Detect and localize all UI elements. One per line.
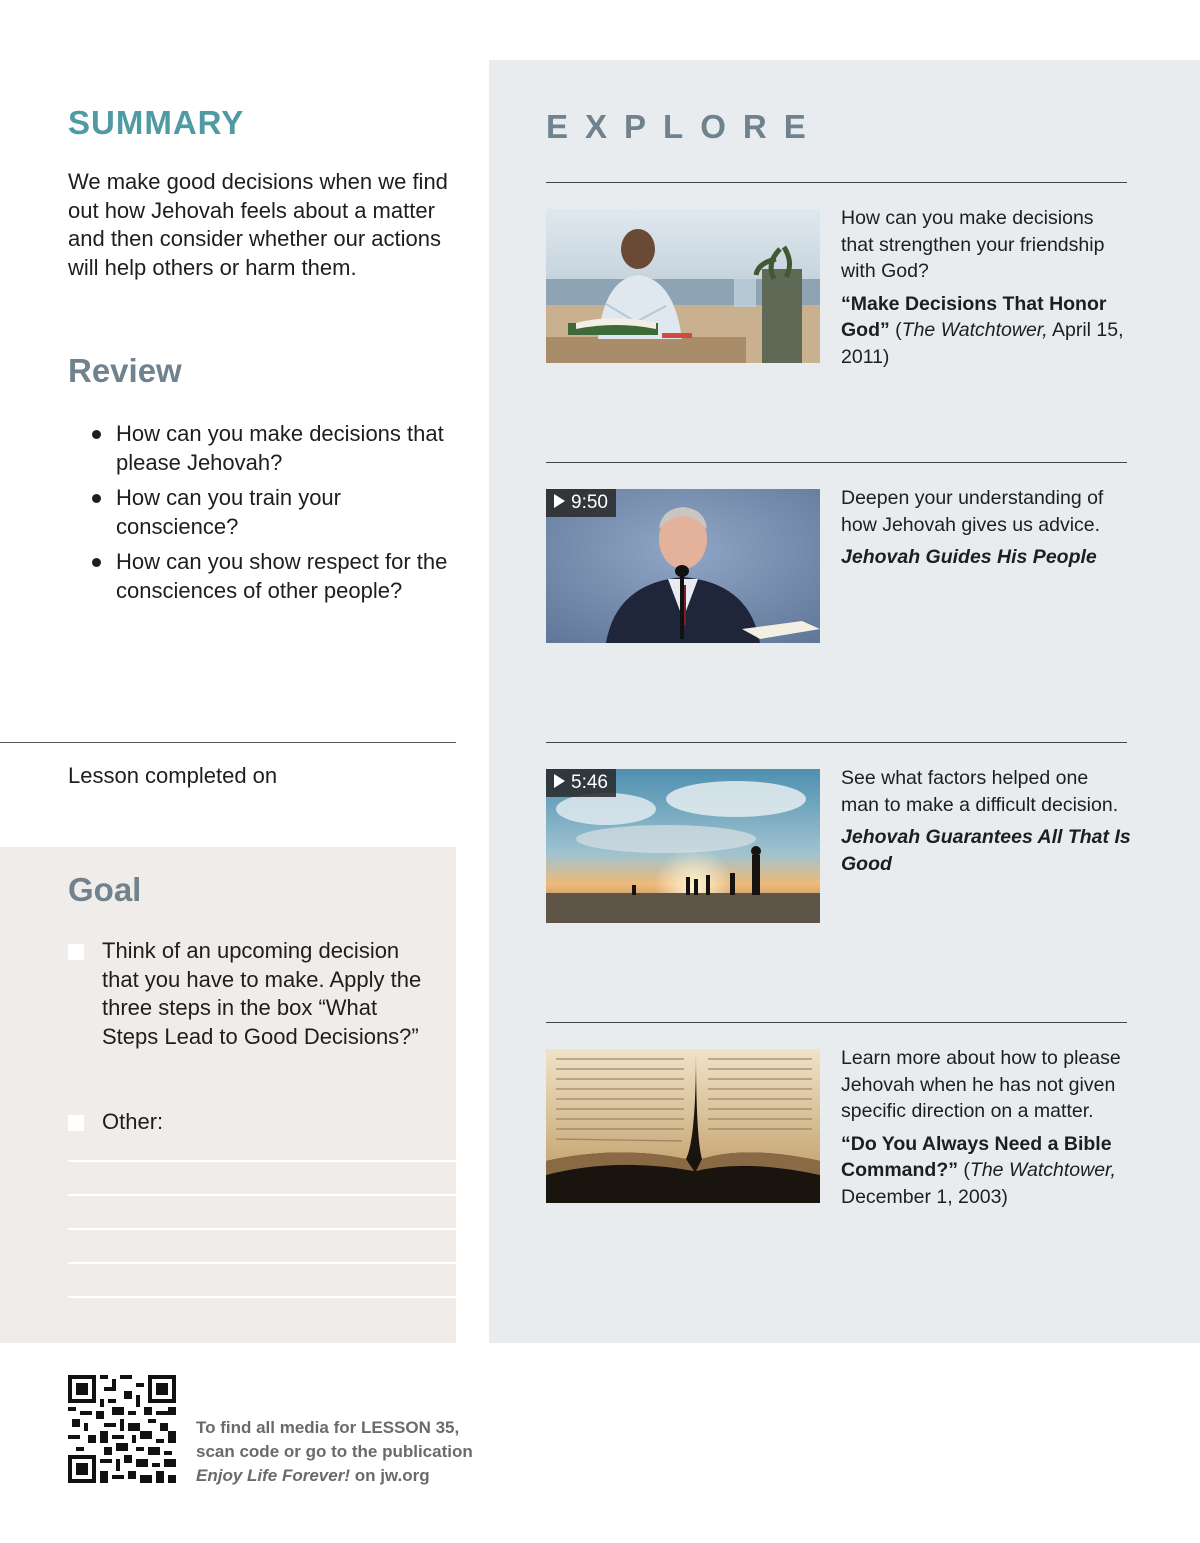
open-bible-image (546, 1049, 820, 1203)
write-in-line[interactable] (68, 1262, 456, 1264)
review-item-text: How can you make decisions that please Jehovah? (116, 421, 444, 475)
qr-code-graphic (68, 1375, 176, 1483)
explore-heading: EXPLORE (546, 108, 823, 145)
goal-item-other (68, 1108, 428, 1137)
video-title: Jehovah Guides His People (841, 546, 1097, 568)
explore-entry (546, 462, 1127, 732)
bullet-icon (92, 494, 101, 503)
write-in-line[interactable] (68, 1228, 456, 1230)
source-publication: The Watchtower, (969, 1159, 1116, 1181)
write-in-line[interactable] (68, 1296, 456, 1298)
divider (546, 742, 1127, 743)
explore-description: Learn more about how to please Jehovah when he has not given specific direction on a matter. (841, 1047, 1121, 1122)
man-studying-bible-photo[interactable] (546, 209, 820, 363)
explore-reference[interactable] (841, 824, 1131, 877)
explore-entry (546, 742, 1131, 1012)
bullet-icon (92, 430, 101, 439)
video-title: Jehovah Guarantees All That Is Good (841, 826, 1131, 875)
article-title: “Make Decisions That Honor God” (841, 292, 1107, 341)
divider (546, 182, 1127, 183)
review-item (92, 548, 462, 605)
goal-item-text: Other: (102, 1109, 164, 1134)
explore-reference[interactable] (841, 291, 1131, 371)
divider (0, 742, 456, 743)
explore-entry (546, 1022, 1127, 1292)
summary-text: We make good decisions when we find out how Jehovah feels about a matter and then consider whether our actions will help others or harm them. (68, 169, 448, 280)
play-icon (554, 774, 565, 788)
write-in-line[interactable] (68, 1194, 456, 1196)
man-studying-bible-image (546, 209, 820, 363)
video-duration: 5:46 (571, 772, 608, 793)
explore-entry-info (841, 485, 1131, 571)
goal-item (68, 937, 428, 1051)
lesson-completed-label: Lesson completed on (68, 763, 278, 788)
video-duration-badge (546, 769, 616, 797)
explore-entry-info (841, 1045, 1131, 1210)
source-date: April 15, 2011) (841, 319, 1124, 368)
source-publication: The Watchtower, (901, 319, 1048, 341)
review-item (92, 420, 462, 477)
footer-text (196, 1416, 473, 1488)
source-paren: ( (889, 319, 902, 341)
goal-checkbox[interactable] (68, 944, 84, 960)
footer-site[interactable]: on jw.org (349, 1466, 430, 1485)
sunset-field-video-thumbnail[interactable] (546, 769, 820, 923)
video-duration: 9:50 (571, 492, 608, 513)
explore-description: How can you make decisions that strengthen your friendship with God? (841, 207, 1105, 282)
open-bible-photo[interactable] (546, 1049, 820, 1203)
review-heading: Review (68, 352, 182, 389)
video-duration-badge (546, 489, 616, 517)
source-date: December 1, 2003) (841, 1185, 1008, 1208)
bullet-icon (92, 558, 101, 567)
summary-heading: SUMMARY (68, 104, 245, 141)
explore-entry (546, 182, 1127, 452)
footer-line: scan code or go to the publication (196, 1442, 473, 1461)
explore-description: See what factors helped one man to make a difficult decision. (841, 767, 1119, 816)
review-item-text: How can you show respect for the consciences of other people? (116, 549, 448, 603)
source-paren: ( (958, 1159, 970, 1181)
explore-reference[interactable] (841, 544, 1131, 571)
explore-panel (489, 60, 1200, 1343)
review-item-text: How can you train your conscience? (116, 485, 341, 539)
divider (546, 462, 1127, 463)
explore-entry-info (841, 765, 1131, 877)
goal-item-text: Think of an upcoming decision that you have to make. Apply the three steps in the box “What Steps Lead to Good Decisions?” (102, 938, 422, 1049)
speaker-video-thumbnail[interactable] (546, 489, 820, 643)
publication-title[interactable]: Enjoy Life Forever! (196, 1466, 350, 1485)
goal-box (0, 847, 456, 1343)
explore-description: Deepen your understanding of how Jehovah gives us advice. (841, 487, 1104, 536)
footer-line (196, 1464, 473, 1488)
goal-heading: Goal (68, 871, 142, 908)
qr-code-icon[interactable] (68, 1375, 176, 1483)
explore-reference[interactable] (841, 1131, 1131, 1211)
write-in-line[interactable] (68, 1160, 456, 1162)
divider (546, 1022, 1127, 1023)
goal-checkbox-other[interactable] (68, 1115, 84, 1131)
article-title: “Do You Always Need a Bible Command?” (841, 1132, 1112, 1181)
explore-entry-info (841, 205, 1131, 370)
review-list (92, 420, 462, 612)
footer-line: To find all media for LESSON 35, (196, 1418, 460, 1437)
review-item (92, 484, 462, 541)
play-icon (554, 494, 565, 508)
